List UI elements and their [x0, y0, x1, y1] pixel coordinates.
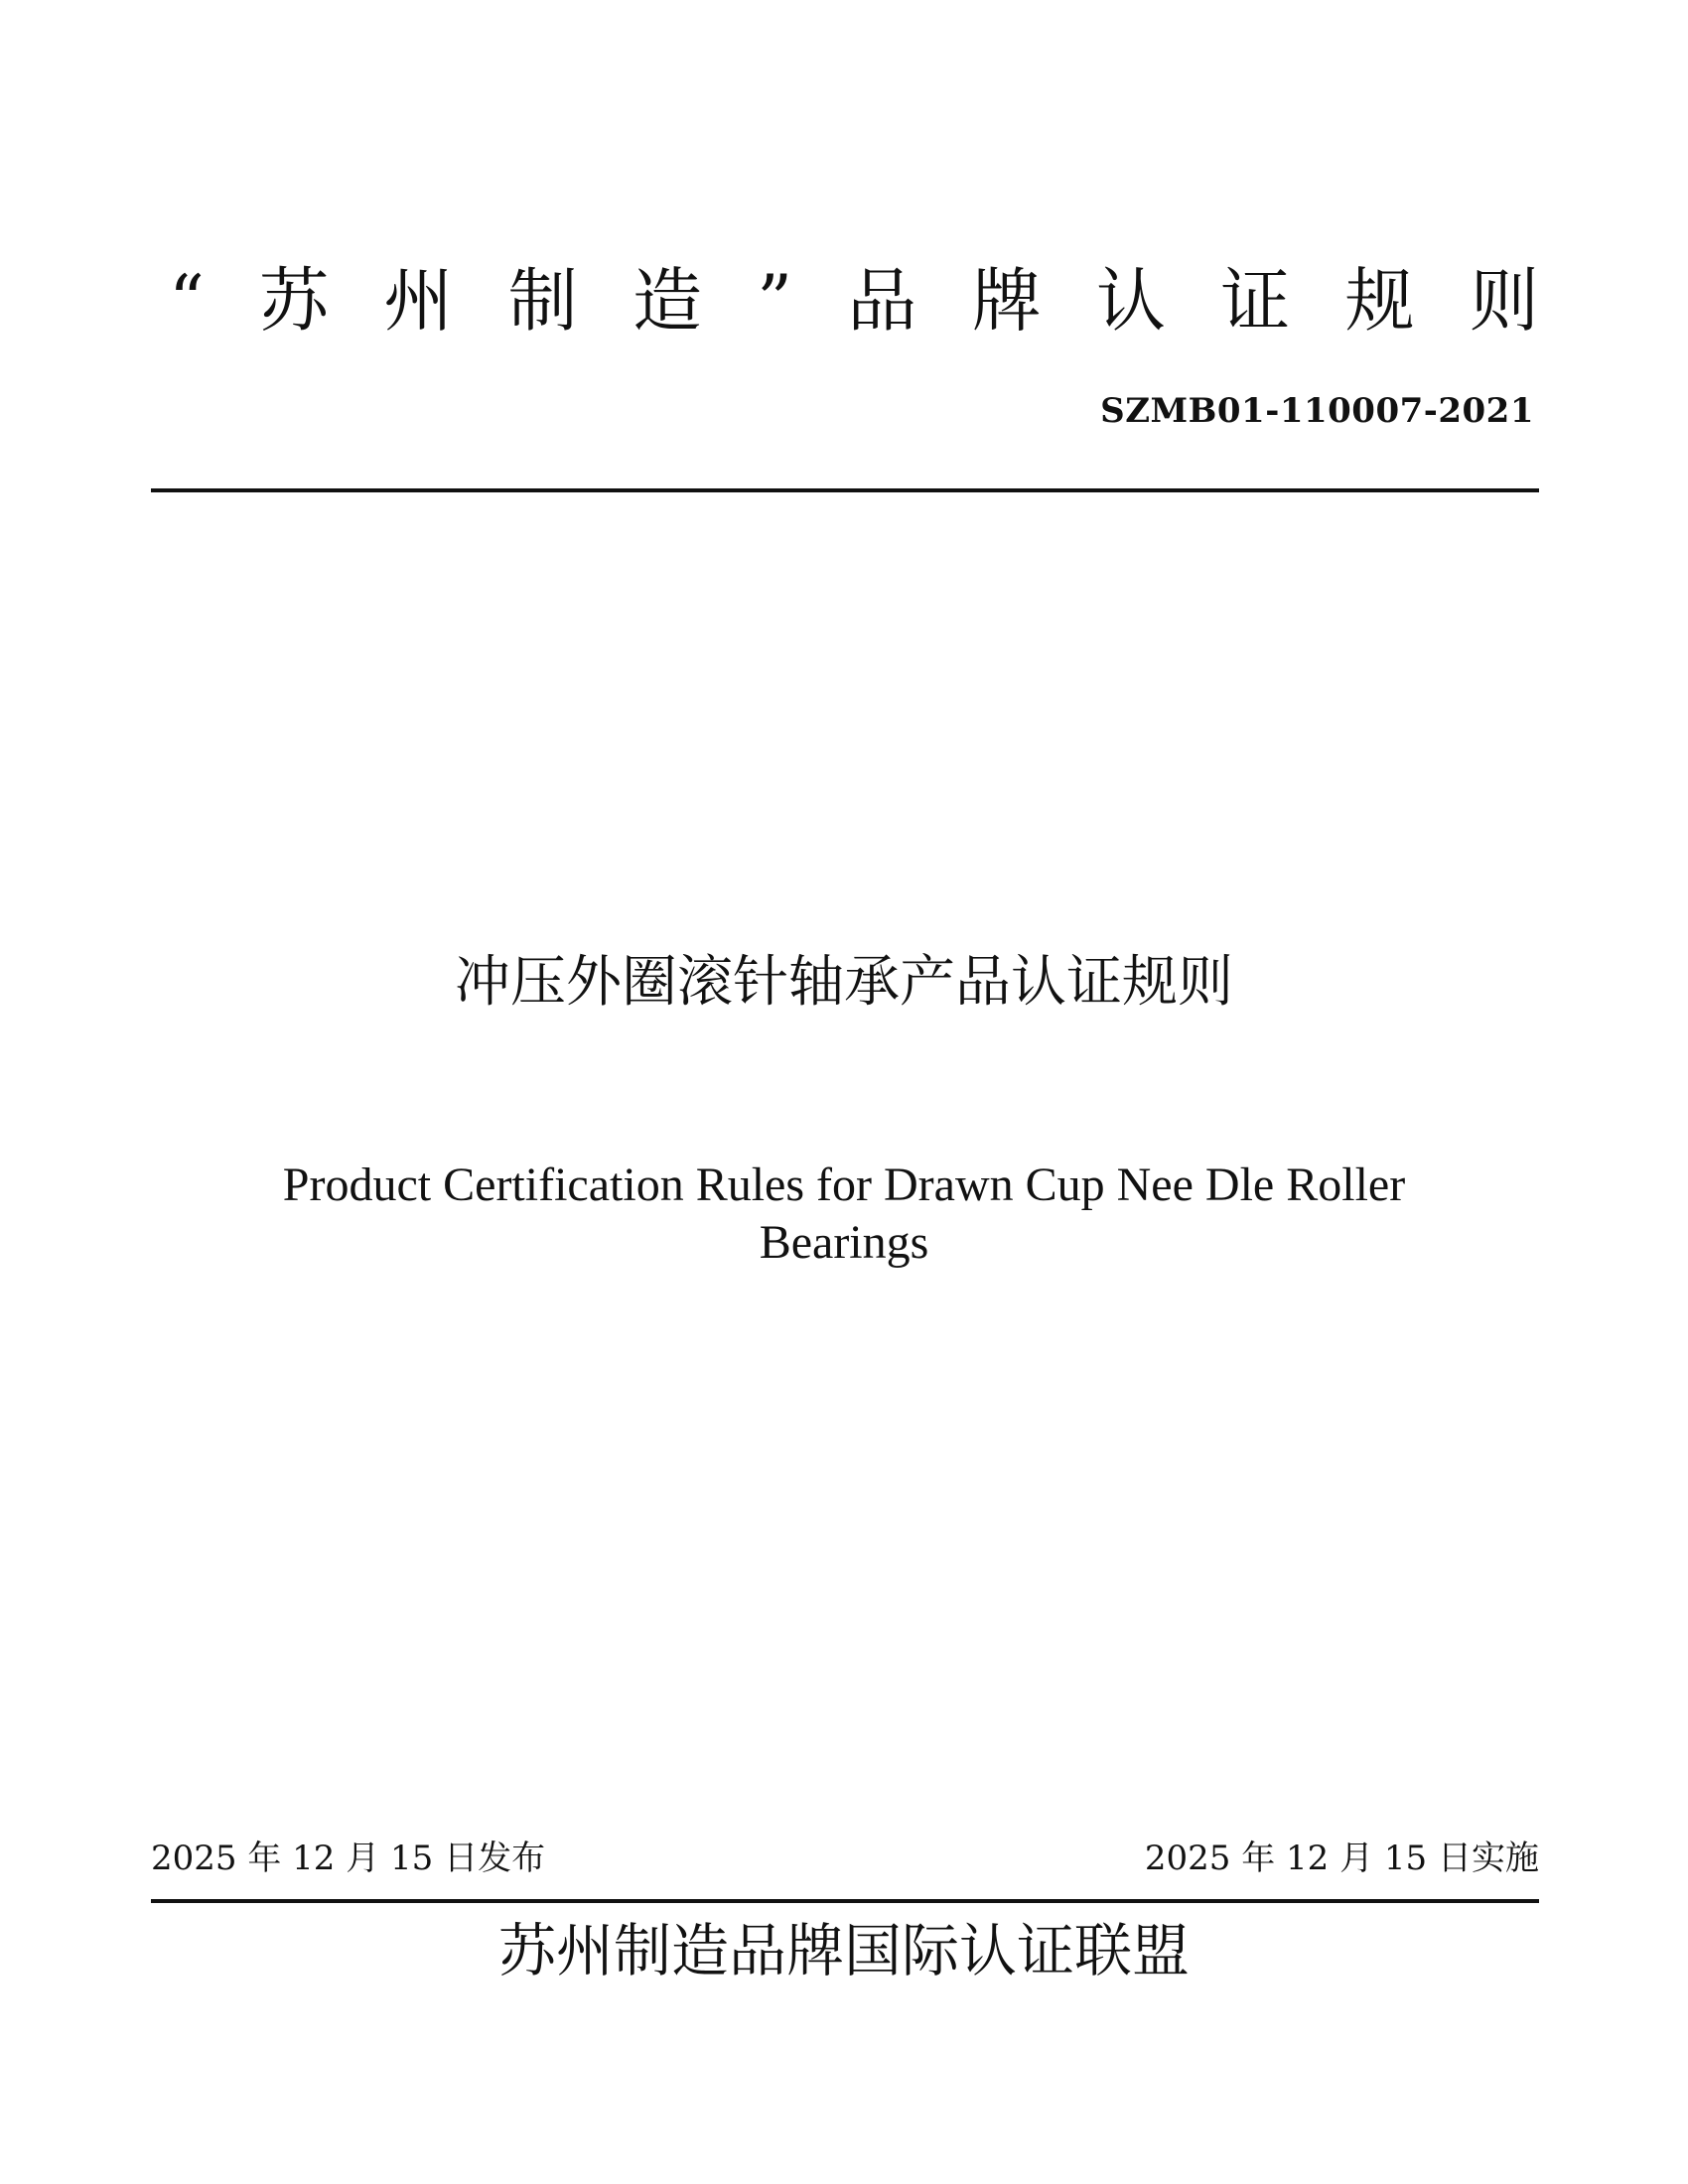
series-title-char: 牌	[971, 260, 1042, 341]
series-title	[169, 256, 1539, 345]
series-title-char: 造	[632, 260, 702, 341]
date-row	[151, 1835, 1539, 1882]
publish-date: 2025 年 12 月 15 日发布	[151, 1839, 546, 1878]
issuing-organization: 苏州制造品牌国际认证联盟	[497, 1917, 1190, 1984]
series-title-char: 则	[1469, 260, 1539, 341]
series-title-char: 州	[383, 260, 454, 341]
series-title-char: 认	[1095, 260, 1166, 341]
document-code: SZMB01-110007-2021	[1100, 391, 1534, 431]
document-title-english-line: Bearings	[759, 1216, 929, 1269]
document-title-chinese: 冲压外圈滚针轴承产品认证规则	[455, 950, 1233, 1015]
footer-divider	[151, 1899, 1539, 1903]
series-title-char: 制	[507, 260, 578, 341]
series-title-char: 规	[1344, 260, 1415, 341]
document-title-english-line: Product Certification Rules for Drawn Cup Nee Dle Roller	[282, 1159, 1406, 1211]
header-divider	[151, 488, 1539, 492]
series-title-char: 苏	[259, 260, 330, 341]
series-title-char: ”	[757, 260, 793, 341]
series-title-char: 证	[1220, 260, 1291, 341]
series-title-char: “	[169, 260, 205, 341]
effective-date: 2025 年 12 月 15 日实施	[1144, 1839, 1539, 1878]
document-title-english	[199, 1157, 1489, 1272]
series-title-char: 品	[847, 260, 917, 341]
